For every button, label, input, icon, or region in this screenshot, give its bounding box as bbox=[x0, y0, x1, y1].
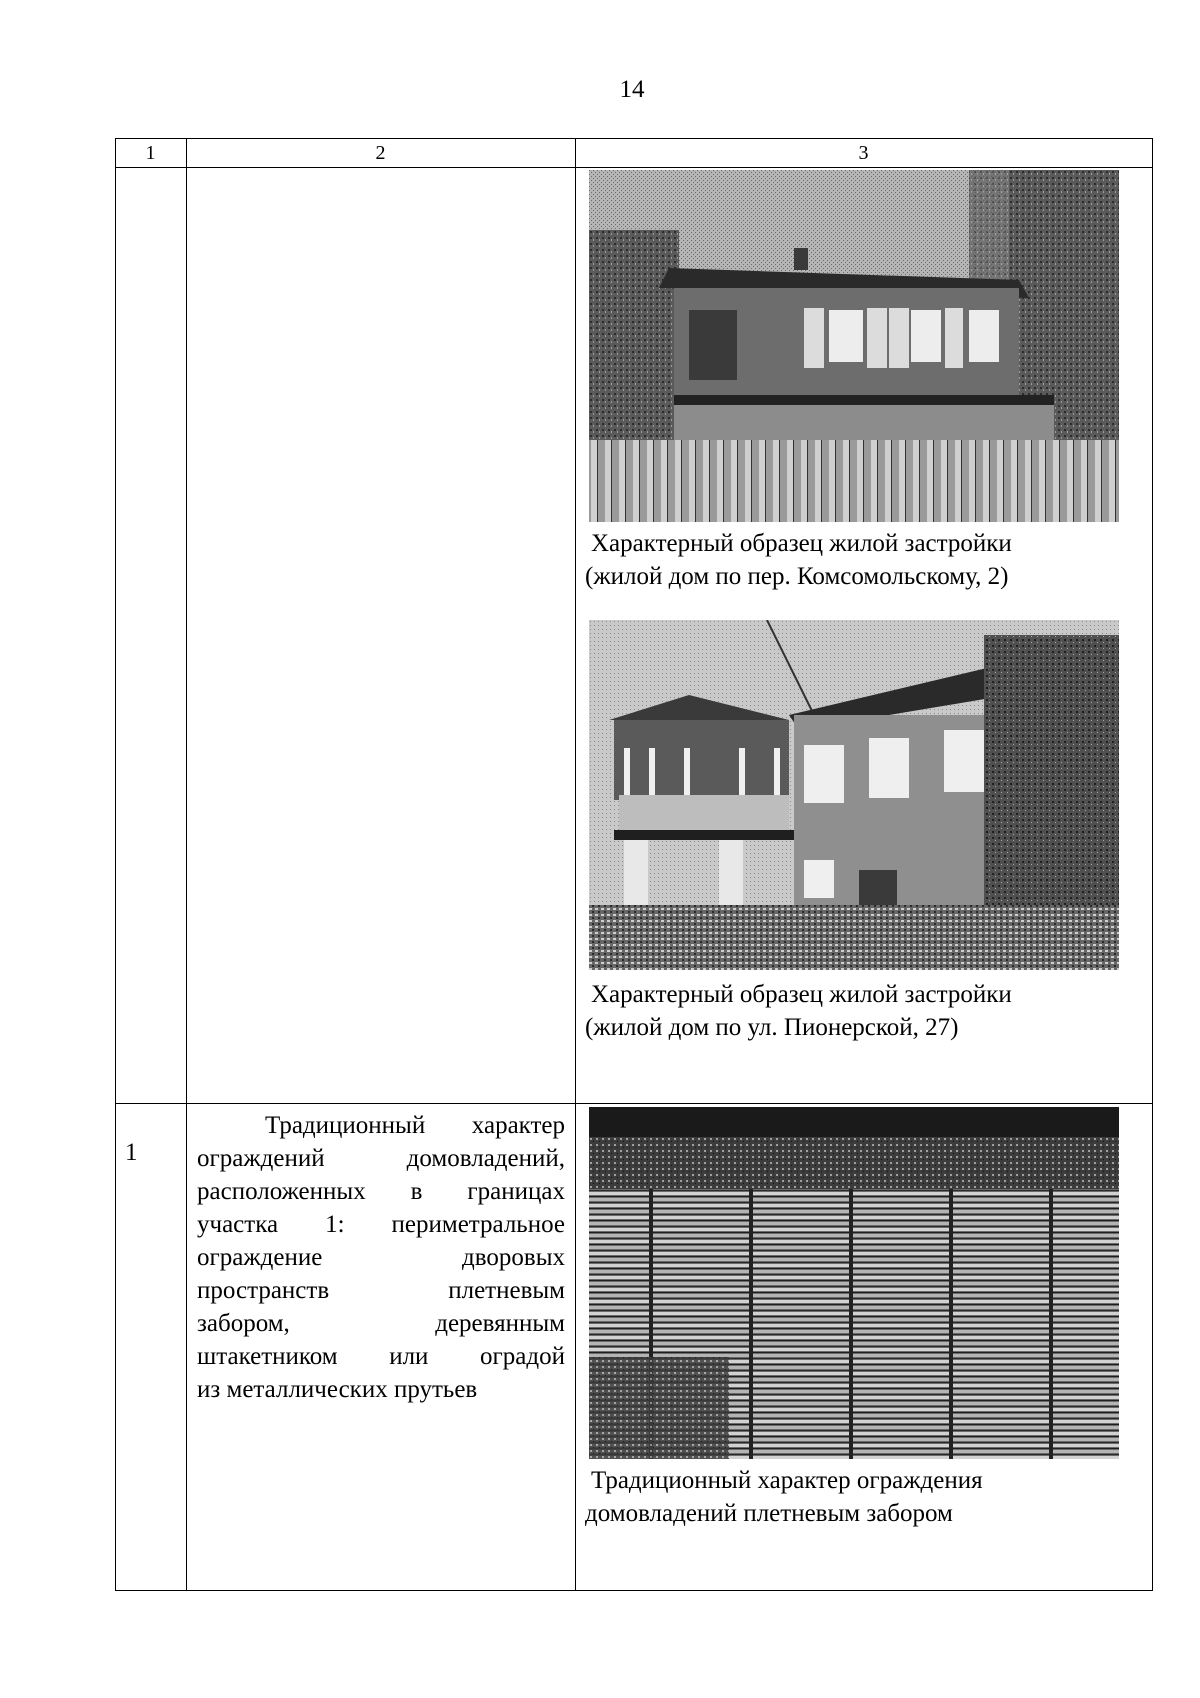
table-left-border bbox=[115, 138, 116, 1591]
header-col-2: 2 bbox=[375, 142, 386, 164]
description-line: из металлических прутьев bbox=[197, 1376, 478, 1403]
description-line: забором, деревянным bbox=[197, 1310, 565, 1337]
description-line: участка 1: периметральное bbox=[197, 1211, 565, 1238]
description-line: пространств плетневым bbox=[197, 1277, 565, 1304]
caption-line: (жилой дом по пер. Комсомольскому, 2) bbox=[585, 563, 1009, 590]
header-bottom-border bbox=[115, 167, 1153, 168]
description-line: ограждение дворовых bbox=[197, 1244, 565, 1271]
house-komsomolsky-photo bbox=[589, 170, 1119, 522]
caption-line: Характерный образец жилой застройки bbox=[591, 530, 1012, 557]
house-pionerskaya-photo bbox=[589, 620, 1119, 970]
table-top-border bbox=[115, 138, 1153, 139]
table-right-border bbox=[1152, 138, 1153, 1591]
description-line: Традиционный характер bbox=[265, 1112, 565, 1139]
description-line: расположенных в границах bbox=[197, 1178, 565, 1205]
row-number: 1 bbox=[125, 1139, 138, 1166]
page-number: 14 bbox=[619, 76, 645, 103]
header-col-1: 1 bbox=[145, 142, 156, 164]
caption-line: Характерный образец жилой застройки bbox=[591, 981, 1012, 1008]
caption-line: домовладений плетневым забором bbox=[585, 1500, 953, 1527]
description-line: штакетником или оградой bbox=[197, 1343, 565, 1370]
wattle-fence-photo bbox=[589, 1107, 1119, 1459]
row-divider bbox=[115, 1103, 1153, 1104]
column-divider-1 bbox=[186, 138, 187, 1591]
caption-line: (жилой дом по ул. Пионерской, 27) bbox=[585, 1014, 959, 1041]
fence-description bbox=[197, 1109, 565, 1406]
description-line: ограждений домовладений, bbox=[197, 1145, 565, 1172]
header-col-3: 3 bbox=[858, 142, 869, 164]
photo-caption bbox=[585, 527, 1105, 593]
column-divider-2 bbox=[575, 138, 576, 1591]
caption-line: Традиционный характер ограждения bbox=[591, 1467, 983, 1494]
table-bottom-border bbox=[115, 1590, 1153, 1591]
photo-caption bbox=[585, 978, 1105, 1044]
photo-caption bbox=[585, 1464, 1105, 1530]
